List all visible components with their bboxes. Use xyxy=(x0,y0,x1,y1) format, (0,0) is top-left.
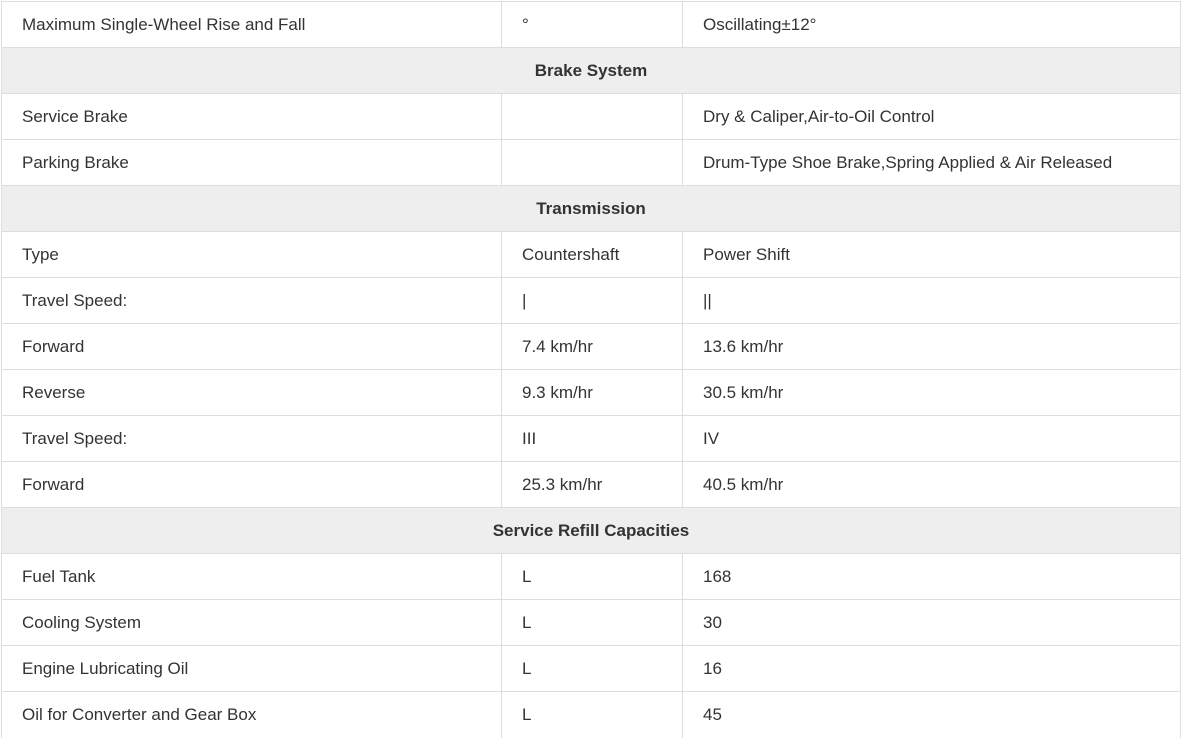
spec-value: 13.6 km/hr xyxy=(683,324,1181,370)
table-row xyxy=(2,278,1181,324)
spec-unit: 25.3 km/hr xyxy=(502,462,683,508)
spec-value: 168 xyxy=(683,554,1181,600)
spec-unit: ° xyxy=(502,2,683,48)
section-title: Transmission xyxy=(2,186,1181,232)
spec-name: Parking Brake xyxy=(2,140,502,186)
spec-unit: III xyxy=(502,416,683,462)
spec-unit xyxy=(502,140,683,186)
table-row xyxy=(2,2,1181,48)
specification-table xyxy=(1,1,1181,738)
spec-name: Travel Speed: xyxy=(2,416,502,462)
spec-value: 16 xyxy=(683,646,1181,692)
spec-value: 30 xyxy=(683,600,1181,646)
spec-name: Forward xyxy=(2,324,502,370)
spec-name: Forward xyxy=(2,462,502,508)
table-row xyxy=(2,692,1181,738)
spec-value: Drum-Type Shoe Brake,Spring Applied & Air Released xyxy=(683,140,1181,186)
spec-name: Engine Lubricating Oil xyxy=(2,646,502,692)
spec-name: Reverse xyxy=(2,370,502,416)
spec-unit: L xyxy=(502,554,683,600)
spec-name: Travel Speed: xyxy=(2,278,502,324)
spec-unit: | xyxy=(502,278,683,324)
spec-value: Oscillating±12° xyxy=(683,2,1181,48)
table-row xyxy=(2,646,1181,692)
table-row xyxy=(2,232,1181,278)
spec-unit: L xyxy=(502,600,683,646)
table-row xyxy=(2,94,1181,140)
section-header-service-refill-capacities xyxy=(2,508,1181,554)
section-header-brake-system xyxy=(2,48,1181,94)
table-row xyxy=(2,140,1181,186)
spec-unit: L xyxy=(502,692,683,738)
table-row xyxy=(2,554,1181,600)
spec-name: Maximum Single-Wheel Rise and Fall xyxy=(2,2,502,48)
section-title: Brake System xyxy=(2,48,1181,94)
spec-name: Fuel Tank xyxy=(2,554,502,600)
spec-unit: 7.4 km/hr xyxy=(502,324,683,370)
section-header-transmission xyxy=(2,186,1181,232)
spec-value: || xyxy=(683,278,1181,324)
spec-name: Type xyxy=(2,232,502,278)
spec-value: IV xyxy=(683,416,1181,462)
section-title: Service Refill Capacities xyxy=(2,508,1181,554)
table-row xyxy=(2,370,1181,416)
table-row xyxy=(2,462,1181,508)
spec-name: Service Brake xyxy=(2,94,502,140)
spec-value: 45 xyxy=(683,692,1181,738)
spec-unit: Countershaft xyxy=(502,232,683,278)
spec-name: Oil for Converter and Gear Box xyxy=(2,692,502,738)
table-row xyxy=(2,324,1181,370)
spec-value: 30.5 km/hr xyxy=(683,370,1181,416)
spec-value: Dry & Caliper,Air-to-Oil Control xyxy=(683,94,1181,140)
table-row xyxy=(2,600,1181,646)
spec-unit xyxy=(502,94,683,140)
spec-value: Power Shift xyxy=(683,232,1181,278)
spec-value: 40.5 km/hr xyxy=(683,462,1181,508)
table-row xyxy=(2,416,1181,462)
spec-name: Cooling System xyxy=(2,600,502,646)
spec-unit: 9.3 km/hr xyxy=(502,370,683,416)
spec-unit: L xyxy=(502,646,683,692)
